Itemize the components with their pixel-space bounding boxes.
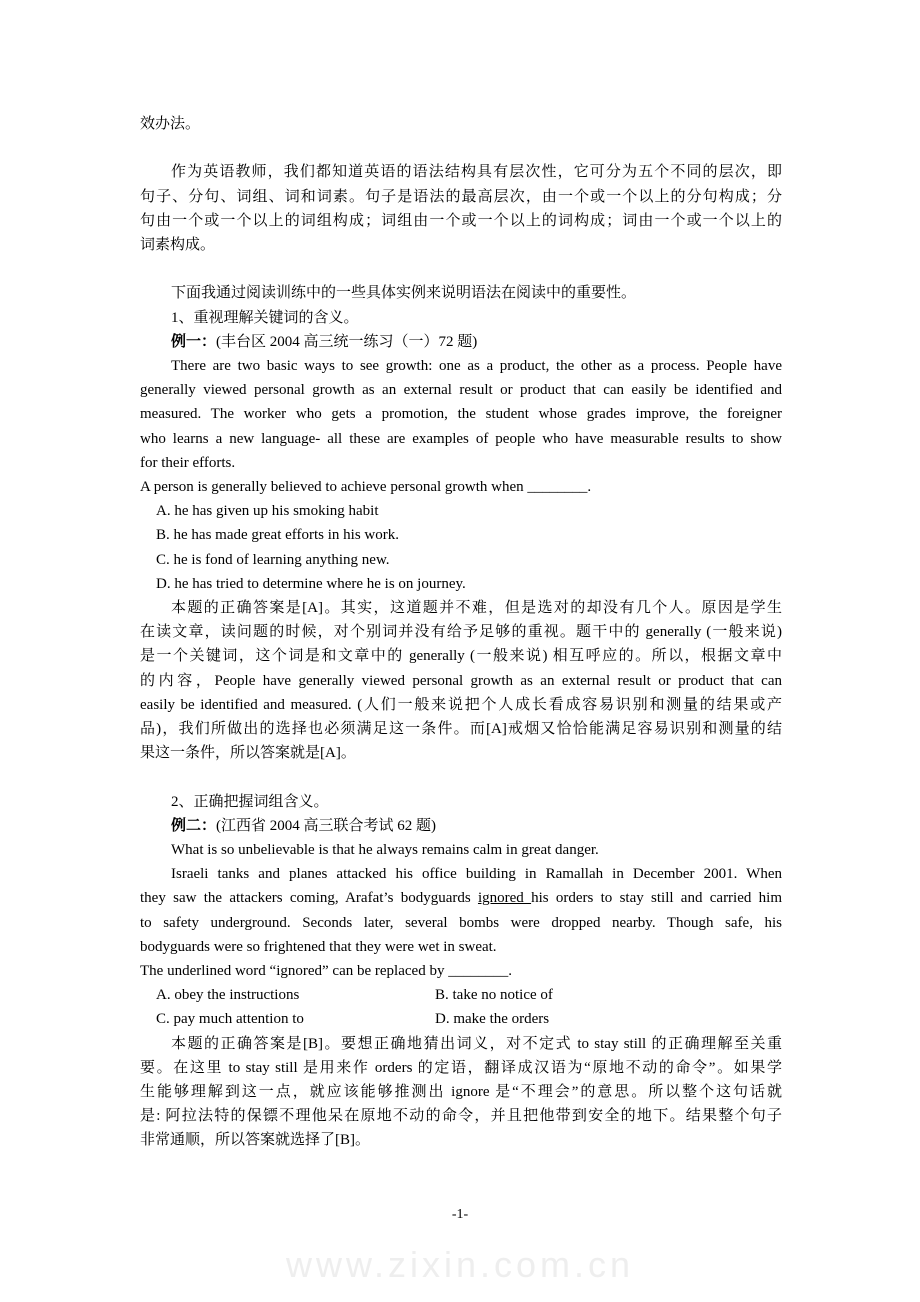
text-line: Israeli tanks and planes attacked his office building in Ramallah in December 2001. When (171, 866, 782, 883)
text-line: measured. The worker who gets a promotion, the student whose grades improve, the foreigner (140, 406, 782, 423)
text-line: 要。在这里 to stay still 是用来作 orders 的定语，翻译成汉语为“原地不动的命令”。如果学 (140, 1059, 782, 1076)
page-number: -1- (451, 1207, 469, 1222)
example-2-heading (140, 814, 782, 838)
text-line: 词素构成。 (140, 237, 216, 253)
options-row (140, 983, 782, 1007)
text-line: There are two basic ways to see growth: one as a product, the other as a process. People have (171, 358, 782, 374)
text-line: 果这一条件，所以答案就是[A]。 (140, 745, 356, 762)
example-label: 例二： (171, 817, 217, 834)
text-line: generally viewed personal growth as an external result or product that can easily be identified and (140, 382, 782, 399)
option-a: A. he has given up his smoking habit (156, 503, 379, 520)
option-c: C. he is fond of learning anything new. (156, 551, 390, 568)
text-line: 本题的正确答案是[B]。要想正确地猜出词义，对不定式 to stay still 的正确理解至关重 (171, 1035, 782, 1052)
section-heading-1: 1、重视理解关键词的含义。 (171, 309, 359, 326)
text-line (140, 886, 782, 910)
text-line: 效办法。 (140, 116, 201, 132)
option-a: A. obey the instructions (156, 987, 300, 1004)
example-source: (江西省 2004 高三联合考试 62 题) (216, 817, 437, 834)
text-line: who learns a new language- all these are examples of people who have measurable results to show (140, 430, 782, 447)
text-line: 句由一个或一个以上的词组构成；词组由一个或一个以上的词构成；词由一个或一个以上的 (140, 212, 782, 229)
question-1: A person is generally believed to achieve personal growth when ________. (140, 479, 592, 496)
text-line: easily be identified and measured. (人们一般来说把个人成长看成容易识别和测量的结果或产 (140, 696, 782, 713)
text-line: 本题的正确答案是[A]。其实，这道题并不难，但是选对的却没有几个人。原因是学生 (171, 600, 782, 617)
blank-line (140, 136, 782, 160)
text-line: for their efforts. (140, 454, 236, 471)
option-b: B. take no notice of (435, 987, 553, 1004)
text-span: his orders to stay still and carried him (531, 890, 782, 907)
text-line: 句子、分句、词组、词和词素。句子是语法的最高层次，由一个或一个以上的分句构成；分 (140, 188, 782, 205)
text-line: 下面我通过阅读训练中的一些具体实例来说明语法在阅读中的重要性。 (171, 285, 637, 302)
option-d: D. he has tried to determine where he is on journey. (156, 575, 466, 592)
blank-line (140, 765, 782, 789)
option-c: C. pay much attention to (156, 1011, 304, 1028)
blank-line (140, 257, 782, 281)
watermark: www.zixin.com.cn (285, 1244, 635, 1285)
text-line: 是一个关键词，这个词是和文章中的 generally (一般来说) 相互呼应的。所以，根据文章中 (140, 648, 782, 665)
document-body (140, 112, 782, 1153)
text-line: 生能够理解到这一点，就应该能够推测出 ignore 是“不理会”的意思。所以整个这句话就 (140, 1084, 782, 1101)
text-line: 作为英语教师，我们都知道英语的语法结构具有层次性，它可分为五个不同的层次，即 (171, 164, 782, 181)
text-line: 是: 阿拉法特的保镖不理他呆在原地不动的命令，并且把他带到安全的地下。结果整个句子 (140, 1108, 782, 1125)
section-heading-2: 2、正确把握词组含义。 (171, 793, 329, 810)
text-line: What is so unbelievable is that he always remains calm in great danger. (171, 842, 599, 859)
example-source: (丰台区 2004 高三统一练习（一）72 题) (216, 333, 478, 350)
text-line: 在读文章，读问题的时候，对个别词并没有给予足够的重视。题干中的 generally (一般来说) (140, 624, 782, 641)
example-1-heading (140, 330, 782, 354)
text-line: 的内容，People have generally viewed personal growth as an external result or product that can (140, 672, 782, 689)
text-line: to safety underground. Seconds later, several bombs were dropped nearby. Though safe, his (140, 914, 782, 931)
text-span: they saw the attackers coming, Arafat’s bodyguards (140, 890, 478, 907)
text-line: bodyguards were so frightened that they were wet in sweat. (140, 938, 497, 955)
question-2: The underlined word “ignored” can be replaced by ________. (140, 963, 512, 980)
option-d: D. make the orders (435, 1011, 550, 1028)
option-b: B. he has made great efforts in his work. (156, 527, 399, 544)
text-line: 非常通顺，所以答案就选择了[B]。 (140, 1132, 370, 1149)
example-label: 例一： (171, 333, 217, 350)
options-row (140, 1007, 782, 1031)
text-line: 品)，我们所做出的选择也必须满足这一条件。而[A]戒烟又恰恰能满足容易识别和测量的结 (140, 721, 782, 738)
underlined-word: ignored (477, 890, 532, 907)
